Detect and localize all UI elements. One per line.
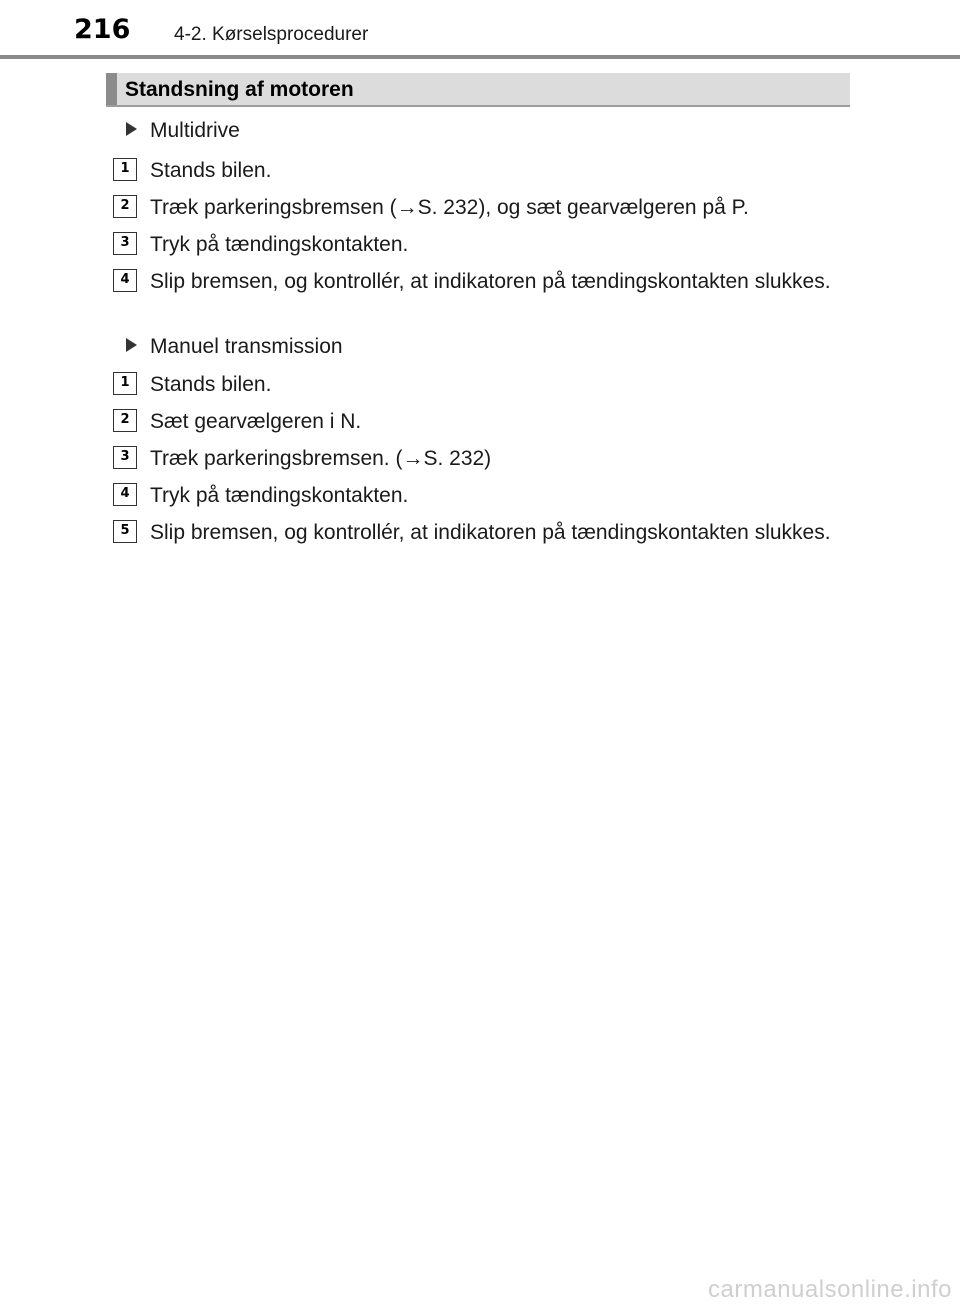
step-text: Træk parkeringsbremsen (→S. 232), og sæt gearvælgeren på P.	[150, 196, 749, 219]
step-text: Stands bilen.	[150, 373, 272, 396]
step-number-badge: 2	[113, 409, 137, 432]
triangle-bullet-icon	[126, 122, 137, 136]
triangle-bullet-icon	[126, 338, 137, 352]
step-text: Tryk på tændingskontakten.	[150, 233, 409, 256]
step-text: Slip bremsen, og kontrollér, at indikatoren på tændingskontakten slukkes.	[150, 270, 831, 293]
page-number: 216	[74, 14, 131, 45]
subheading-manual-transmission	[126, 335, 343, 359]
section-header	[106, 73, 850, 107]
step-text: Træk parkeringsbremsen. (→S. 232)	[150, 447, 492, 470]
page-header	[0, 0, 960, 60]
step-number-badge: 4	[113, 483, 137, 506]
step-number-badge: 5	[113, 520, 137, 543]
section-title: Standsning af motoren	[125, 78, 354, 101]
step-number-badge: 1	[113, 372, 137, 395]
step-number-badge: 2	[113, 195, 137, 218]
subheading-label: Multidrive	[150, 119, 240, 142]
watermark: carmanualsonline.info	[708, 1276, 952, 1303]
step-text: Tryk på tændingskontakten.	[150, 484, 409, 507]
section-accent-bar	[106, 73, 117, 105]
step-number-badge: 3	[113, 232, 137, 255]
step-number-badge: 3	[113, 446, 137, 469]
chapter-title: 4-2. Kørselsprocedurer	[174, 24, 369, 45]
step-number-badge: 4	[113, 269, 137, 292]
header-divider	[0, 55, 960, 59]
subheading-multidrive	[126, 119, 240, 143]
step-text: Slip bremsen, og kontrollér, at indikatoren på tændingskontakten slukkes.	[150, 521, 831, 544]
step-text: Stands bilen.	[150, 159, 272, 182]
step-number-badge: 1	[113, 158, 137, 181]
subheading-label: Manuel transmission	[150, 335, 343, 358]
step-text: Sæt gearvælgeren i N.	[150, 410, 362, 433]
